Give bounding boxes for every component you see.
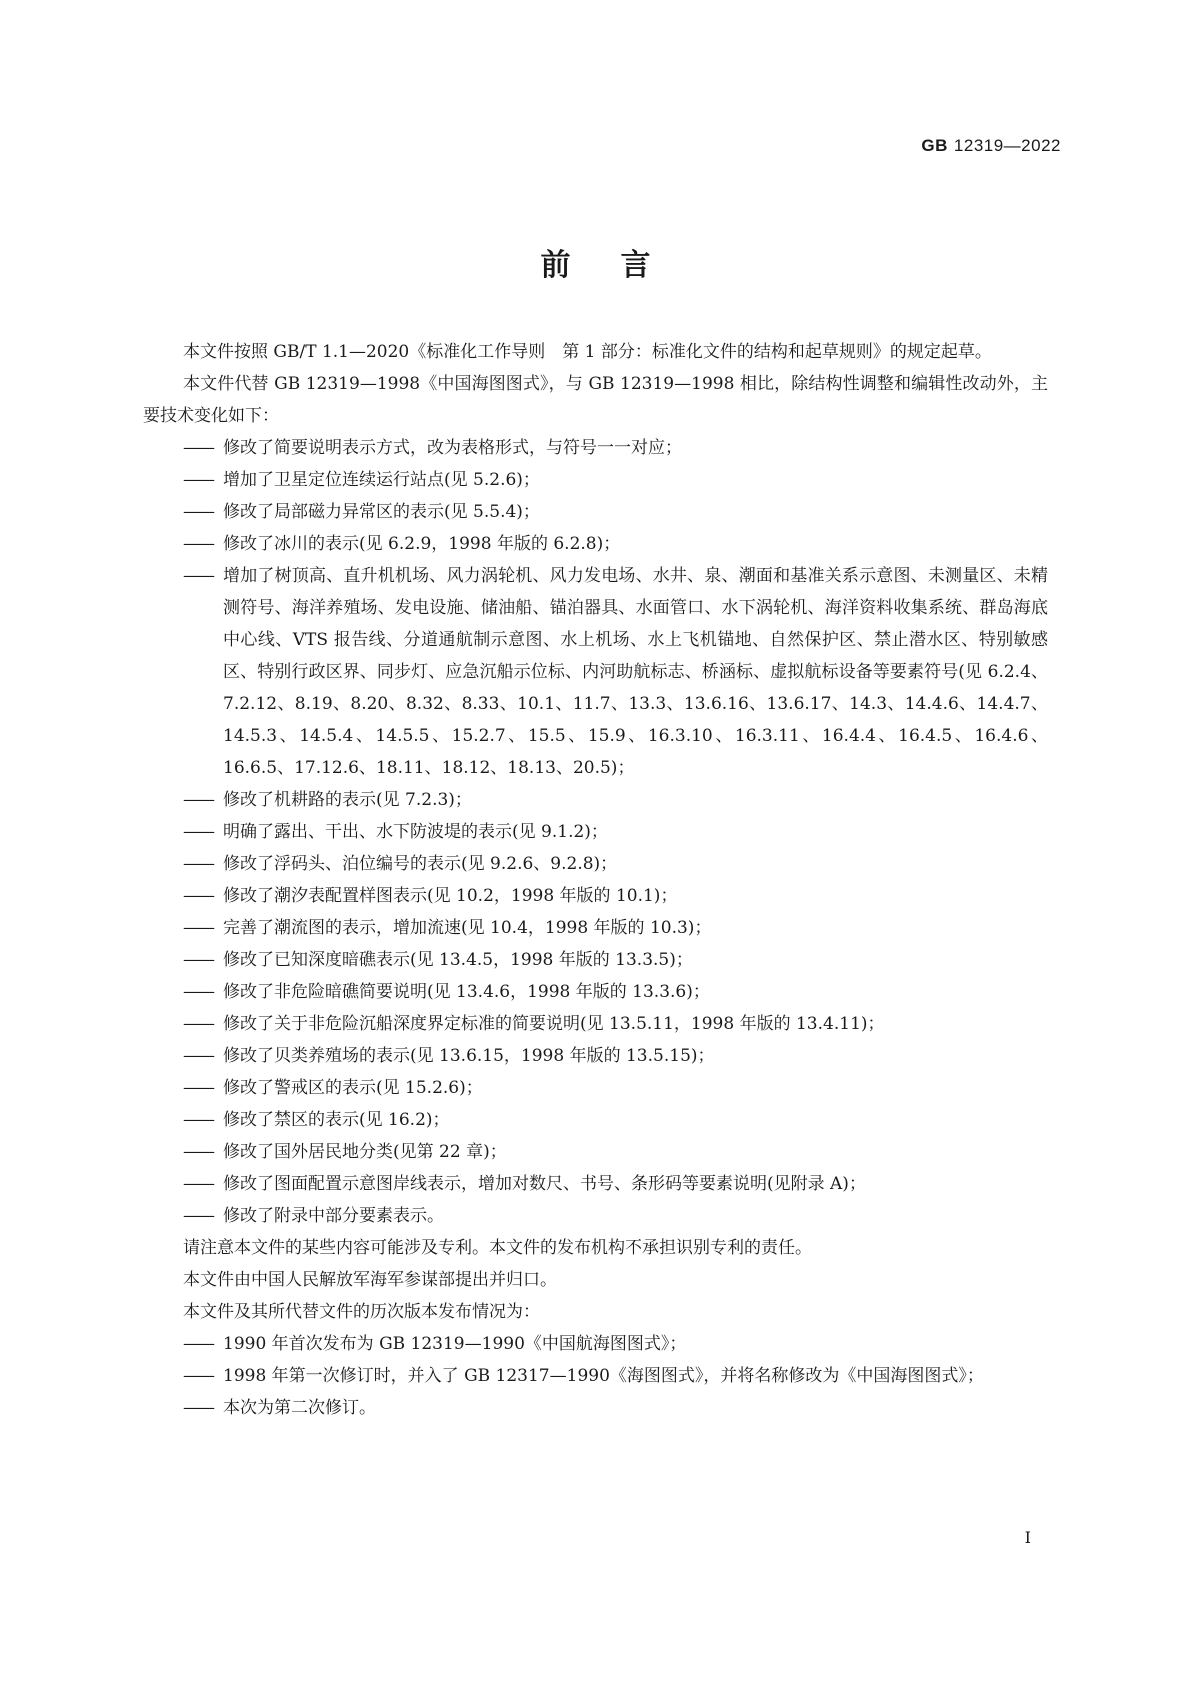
list-item-text: 修改了国外居民地分类(见第 22 章)； (223, 1142, 507, 1162)
list-item (143, 560, 1048, 784)
dash-marker: —— (183, 982, 213, 1002)
list-item-text: 增加了树顶高、直升机机场、风力涡轮机、风力发电场、水井、泉、潮面和基准关系示意图、未测量区、未精测符号、海洋养殖场、发电设施、储油船、锚泊器具、水面管口、水下涡轮机、海洋资料收集系统、群岛海底中心线、VTS 报告线、分道通航制示意图、水上机场、水上飞机锚地、自然保护区、禁止潜水区、特别敏感区、特别行政区界、同步灯、应急沉船示位标、内河助航标志、桥涵标、虚拟航标设备等要素符号(见 6.2.4、7.2.12、8.19、8.20、8.32、8.33、10.1、11.7、13.3、13.6.16、13.6.17、14.3、14.4.6、14.4.7、14.5.3、14.5.4、14.5.5、15.2.7、15.5、15.9、16.3.10、16.3.11、16.4.4、16.4.5、16.4.6、16.6.5、17.12.6、18.11、18.12、18.13、20.5)； (223, 566, 1048, 778)
dash-marker: —— (183, 822, 213, 842)
list-item-text: 1990 年首次发布为 GB 12319—1990《中国航海图图式》； (223, 1334, 687, 1354)
list-item-text: 修改了关于非危险沉船深度界定标准的简要说明(见 13.5.11，1998 年版的 13.4.11)； (223, 1014, 885, 1034)
list-item-text: 修改了潮汐表配置样图表示(见 10.2，1998 年版的 10.1)； (223, 886, 678, 906)
dash-marker: —— (183, 1014, 213, 1034)
list-item (143, 1360, 1048, 1392)
list-item-text: 修改了警戒区的表示(见 15.2.6)； (223, 1078, 483, 1098)
dash-marker: —— (183, 1078, 213, 1098)
dash-marker: —— (183, 1366, 213, 1386)
list-item (143, 1392, 1048, 1424)
list-item-text: 增加了卫星定位连续运行站点(见 5.2.6)； (223, 470, 540, 490)
dash-marker: —— (183, 1206, 213, 1226)
list-item-text: 修改了图面配置示意图岸线表示，增加对数尺、书号、条形码等要素说明(见附录 A)； (223, 1174, 866, 1194)
list-item-text: 修改了机耕路的表示(见 7.2.3)； (223, 790, 472, 810)
changes-list (143, 432, 1048, 1232)
dash-marker: —— (183, 886, 213, 906)
list-item (143, 816, 1048, 848)
dash-marker: —— (183, 790, 213, 810)
list-item (143, 1200, 1048, 1232)
standard-code (921, 136, 1061, 156)
page-number: I (1024, 1528, 1031, 1547)
paragraph-proposer: 本文件由中国人民解放军海军参谋部提出并归口。 (183, 1270, 557, 1290)
dash-marker: —— (183, 566, 213, 586)
dash-marker: —— (183, 950, 213, 970)
list-item-text: 修改了局部磁力异常区的表示(见 5.5.4)； (223, 502, 540, 522)
paragraph-drafting-basis: 本文件按照 GB/T 1.1—2020《标准化工作导则 第 1 部分：标准化文件的结构和起草规则》的规定起草。 (183, 342, 992, 362)
history-list (143, 1328, 1048, 1424)
list-item (143, 1040, 1048, 1072)
paragraph-replacement: 本文件代替 GB 12319—1998《中国海图图式》，与 GB 12319—1998 相比，除结构性调整和编辑性改动外，主要技术变化如下： (143, 374, 1048, 426)
list-item-text: 修改了贝类养殖场的表示(见 13.6.15，1998 年版的 13.5.15)； (223, 1046, 715, 1066)
list-item (143, 528, 1048, 560)
paragraph-history-intro: 本文件及其所代替文件的历次版本发布情况为： (183, 1302, 540, 1322)
list-item (143, 432, 1048, 464)
page-title: 前言 (540, 248, 701, 283)
list-item (143, 912, 1048, 944)
list-item-text: 明确了露出、干出、水下防波堤的表示(见 9.1.2)； (223, 822, 608, 842)
list-item-text: 修改了冰川的表示(见 6.2.9，1998 年版的 6.2.8)； (223, 534, 621, 554)
list-item-text: 本次为第二次修订。 (223, 1398, 376, 1418)
list-item-text: 修改了简要说明表示方式，改为表格形式，与符号一一对应； (223, 438, 682, 458)
list-item-text: 修改了浮码头、泊位编号的表示(见 9.2.6、9.2.8)； (223, 854, 618, 874)
list-item-text: 修改了非危险暗礁简要说明(见 13.4.6，1998 年版的 13.3.6)； (223, 982, 710, 1002)
list-item-text: 修改了禁区的表示(见 16.2)； (223, 1110, 450, 1130)
list-item (143, 1104, 1048, 1136)
dash-marker: —— (183, 1398, 213, 1418)
paragraph-patent-notice: 请注意本文件的某些内容可能涉及专利。本文件的发布机构不承担识别专利的责任。 (183, 1238, 812, 1258)
list-item (143, 464, 1048, 496)
dash-marker: —— (183, 1334, 213, 1354)
list-item-text: 修改了已知深度暗礁表示(见 13.4.5，1998 年版的 13.3.5)； (223, 950, 693, 970)
dash-marker: —— (183, 534, 213, 554)
list-item (143, 880, 1048, 912)
dash-marker: —— (183, 1174, 213, 1194)
list-item-text: 修改了附录中部分要素表示。 (223, 1206, 444, 1226)
dash-marker: —— (183, 502, 213, 522)
list-item-text: 1998 年第一次修订时，并入了 GB 12317—1990《海图图式》，并将名称修改为《中国海图图式》； (223, 1366, 984, 1386)
dash-marker: —— (183, 1110, 213, 1130)
list-item (143, 976, 1048, 1008)
standard-prefix: GB (921, 136, 948, 155)
list-item (143, 784, 1048, 816)
list-item (143, 496, 1048, 528)
dash-marker: —— (183, 1142, 213, 1162)
dash-marker: —— (183, 1046, 213, 1066)
dash-marker: —— (183, 438, 213, 458)
list-item (143, 1136, 1048, 1168)
list-item (143, 848, 1048, 880)
dash-marker: —— (183, 854, 213, 874)
list-item (143, 1008, 1048, 1040)
list-item-text: 完善了潮流图的表示，增加流速(见 10.4，1998 年版的 10.3)； (223, 918, 712, 938)
foreword-body (143, 336, 1048, 1424)
list-item (143, 1072, 1048, 1104)
dash-marker: —— (183, 918, 213, 938)
dash-marker: —— (183, 470, 213, 490)
standard-number: 12319—2022 (953, 136, 1061, 155)
list-item (143, 944, 1048, 976)
list-item (143, 1168, 1048, 1200)
list-item (143, 1328, 1048, 1360)
